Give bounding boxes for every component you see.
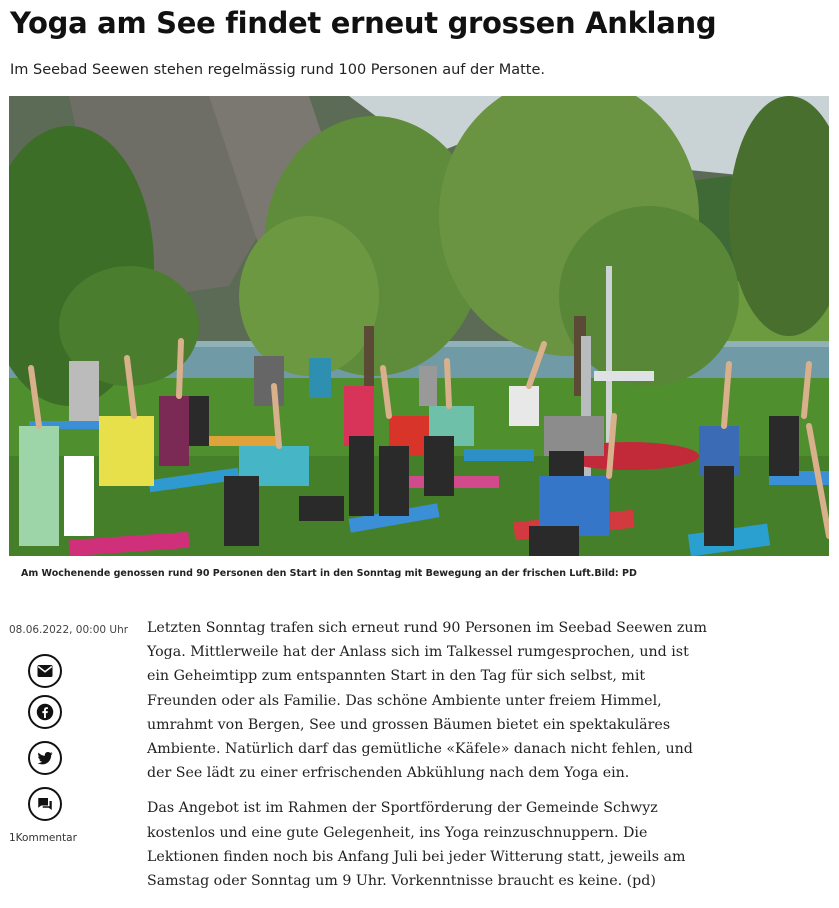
- image-caption: Am Wochenende genossen rund 90 Personen den Start in den Sonntag mit Bewegung an der frischen Luft.Bild: PD: [21, 568, 637, 579]
- comments-button[interactable]: [28, 787, 62, 821]
- article-title: Yoga am See findet erneut grossen Anklang: [10, 6, 717, 40]
- twitter-icon: [36, 749, 54, 767]
- share-twitter-button[interactable]: [28, 741, 62, 775]
- facebook-icon: [36, 703, 54, 721]
- publish-date: 08.06.2022, 00:00 Uhr: [9, 624, 129, 636]
- article-paragraph: Letzten Sonntag trafen sich erneut rund 90 Personen im Seebad Seewen zum Yoga. Mittlerweile hat der Anlass sich im Talkessel rumgesprochen, und ist ein Geheimtipp zum entspannten Start in den Tag für sich selbst, mit Freunden oder als Familie. Das schöne Ambiente unter freiem Himmel, umrahmt von Bergen, See und grossen Bäumen bietet ein spektakuläres Ambiente. Natürlich darf das gemütliche «Käfele» danach nicht fehlen, und der See lädt zu einer erfrischenden Abkühlung nach dem Yoga ein.: [147, 620, 707, 782]
- comments-count-link[interactable]: 1Kommentar: [9, 832, 77, 844]
- share-facebook-button[interactable]: [28, 695, 62, 729]
- article-photo[interactable]: [9, 96, 829, 556]
- article-body: [147, 616, 707, 904]
- share-mail-button[interactable]: [28, 654, 62, 688]
- yoga-lake-photo: [9, 96, 829, 556]
- mail-icon: [36, 662, 54, 680]
- comment-icon: [36, 795, 54, 813]
- article-lead: Im Seebad Seewen stehen regelmässig rund 100 Personen auf der Matte.: [10, 62, 545, 78]
- article-paragraph: Das Angebot ist im Rahmen der Sportförderung der Gemeinde Schwyz kostenlos und eine gute Gelegenheit, ins Yoga reinzuschnuppern. Die Lektionen finden noch bis Anfang Juli bei jeder Witterung statt, jeweils am Samstag oder Sonntag um 9 Uhr. Vorkenntnisse braucht es keine. (pd): [147, 800, 686, 890]
